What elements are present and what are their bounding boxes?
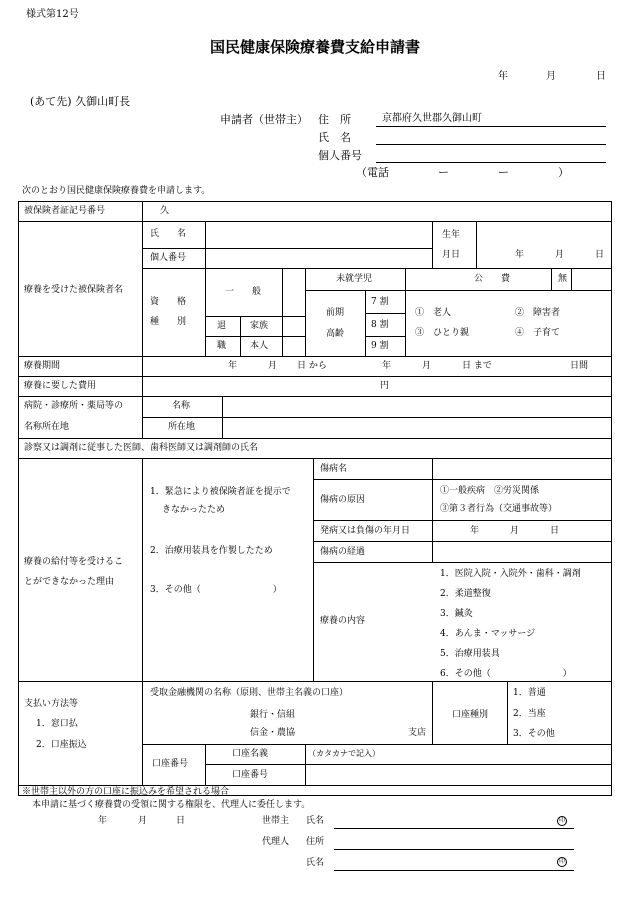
public-option-1[interactable]: ① 老人 xyxy=(415,308,452,318)
content-item[interactable]: 6．その他（ ） xyxy=(440,669,572,679)
disease-cause-label: 傷病の原因 xyxy=(320,495,366,505)
head-name-field[interactable] xyxy=(334,828,574,829)
self-label[interactable]: 本人 xyxy=(250,341,269,351)
reason-label-2: とができなかった理由 xyxy=(24,577,115,587)
reason-1a[interactable]: 1．緊急により被保険者証を提示で xyxy=(150,487,291,497)
qualification-top: 資 格 xyxy=(150,297,187,307)
cost-label: 療養に要した費用 xyxy=(24,381,97,391)
cause-options-1[interactable]: ①一般疾病 ②労災関係 xyxy=(440,486,540,496)
birth-year: 年 xyxy=(515,250,525,260)
agent-address-label: 住所 xyxy=(306,837,325,847)
applicant-id-field[interactable] xyxy=(376,162,606,163)
hospital-address-label: 所在地 xyxy=(168,422,196,432)
payment-option-1[interactable]: 1．窓口払 xyxy=(36,719,78,729)
birth-day: 日 xyxy=(595,250,605,260)
cause-options-2[interactable]: ③第３者行為（交通事故等） xyxy=(440,504,558,514)
bank-type-2[interactable]: 信金・農協 xyxy=(250,728,296,738)
onset-month: 月 xyxy=(510,526,520,536)
account-type-2[interactable]: 2．当座 xyxy=(513,709,546,719)
date-year-label: 年 xyxy=(498,71,508,82)
disease-name-label: 傷病名 xyxy=(320,464,348,474)
card-number-value[interactable]: 久 xyxy=(160,206,170,216)
doctor-label: 診察又は調剤に従事した医師、歯科医師又は調剤師の氏名 xyxy=(24,443,259,453)
retired-1: 退 xyxy=(217,321,227,331)
insured-name-field-label: 氏 名 xyxy=(150,229,187,239)
agent-label: 代理人 xyxy=(262,837,290,847)
applicant-name-field[interactable] xyxy=(376,144,606,145)
bank-type-1[interactable]: 銀行・信組 xyxy=(250,710,296,720)
birth-label-bottom: 月日 xyxy=(442,250,461,260)
birth-label-top: 生年 xyxy=(442,230,461,240)
public-option-2[interactable]: ② 障害者 xyxy=(515,308,561,318)
form-title: 国民健康保険療養費支給申請書 xyxy=(209,38,420,56)
content-item[interactable]: 5．治療用装具 xyxy=(440,649,500,659)
addressee: (あて先) 久御山町長 xyxy=(30,95,131,108)
delegation-day: 日 xyxy=(176,816,186,826)
reason-1b: きなかったため xyxy=(162,505,226,515)
tel-dash-2: ー xyxy=(498,166,509,179)
account-number-group-label: 口座番号 xyxy=(152,759,189,769)
period-year-1: 年 xyxy=(228,361,238,371)
period-month-2: 月 xyxy=(422,361,432,371)
tel-open: （電話 xyxy=(356,166,389,179)
seal-mark: 印 xyxy=(558,858,565,865)
elderly-1: 前期 xyxy=(326,308,345,318)
reason-3[interactable]: 3．その他（ ） xyxy=(150,585,282,595)
applicant-name-label: 氏 名 xyxy=(318,131,351,144)
preschool-label[interactable]: 未就学児 xyxy=(336,274,373,284)
delegation-year: 年 xyxy=(98,816,108,826)
period-month-1: 月 xyxy=(268,361,278,371)
ratio-9[interactable]: 9 割 xyxy=(371,341,389,351)
account-holder-label: 口座名義 xyxy=(232,749,269,759)
seal-mark: 印 xyxy=(558,817,565,824)
intro-text: 次のとおり国民健康保険療養費を申請します。 xyxy=(22,186,211,196)
account-number-label: 口座番号 xyxy=(232,770,269,780)
course-label: 傷病の経過 xyxy=(320,547,366,557)
period-year-2: 年 xyxy=(382,361,392,371)
tel-dash-1: ー xyxy=(438,166,449,179)
agent-name-label: 氏名 xyxy=(306,858,325,868)
reason-2[interactable]: 2．治療用装具を作製したため xyxy=(150,546,273,556)
period-day-1: 日 から xyxy=(297,361,327,371)
onset-year: 年 xyxy=(470,526,480,536)
account-type-1[interactable]: 1．普通 xyxy=(513,688,546,698)
account-type-3[interactable]: 3．その他 xyxy=(513,729,555,739)
content-item[interactable]: 3．鍼灸 xyxy=(440,609,473,619)
public-expense-label: 公 費 xyxy=(474,274,511,284)
onset-label: 発病又は負傷の年月日 xyxy=(320,526,411,536)
applicant-id-label: 個人番号 xyxy=(318,149,362,162)
ratio-7[interactable]: 7 割 xyxy=(371,297,389,307)
content-item[interactable]: 4．あんま・マッサージ xyxy=(440,629,536,639)
general-label[interactable]: 一 般 xyxy=(225,287,262,297)
delegation-note-2: 本申請に基づく療養費の受領に関する権限を、代理人に委任します。 xyxy=(32,800,311,810)
applicant-address-value[interactable]: 京都府久世郡久御山町 xyxy=(382,113,482,124)
period-label: 療養期間 xyxy=(24,361,61,371)
public-option-4[interactable]: ④ 子育て xyxy=(515,328,561,338)
delegation-note-1: ※世帯主以外の方の口座に振込みを希望される場合 xyxy=(22,787,230,797)
reason-label-1: 療養の給付等を受けるこ xyxy=(24,557,124,567)
payment-option-2[interactable]: 2．口座振込 xyxy=(36,740,87,750)
onset-day: 日 xyxy=(550,526,560,536)
none-label[interactable]: 無 xyxy=(558,274,568,284)
kana-note: （カタカナで記入） xyxy=(308,749,380,758)
applicant-label: 申請者（世帯主） xyxy=(220,113,308,126)
period-day-2: 日 まで xyxy=(462,361,492,371)
hospital-label-1: 病院・診療所・薬局等の xyxy=(24,401,124,411)
tel-close: ） xyxy=(558,166,569,179)
agent-name-field[interactable] xyxy=(334,870,574,871)
family-label[interactable]: 家族 xyxy=(250,321,269,331)
applicant-address-label: 住 所 xyxy=(318,113,351,126)
public-option-3[interactable]: ③ ひとり親 xyxy=(415,328,470,338)
elderly-2: 高齢 xyxy=(326,329,345,339)
birth-month: 月 xyxy=(555,250,565,260)
insured-name-label: 療養を受けた被保険者名 xyxy=(24,285,124,295)
account-type-label: 口座種別 xyxy=(452,710,489,720)
card-number-label: 被保険者証記号番号 xyxy=(24,206,106,216)
content-item[interactable]: 1．医院入院・入院外・歯科・調剤 xyxy=(440,569,581,579)
period-days: 日間 xyxy=(570,361,589,371)
payment-label: 支払い方法等 xyxy=(24,699,79,709)
hospital-label-2: 名称所在地 xyxy=(24,422,70,432)
insured-id-field-label: 個人番号 xyxy=(150,253,187,263)
delegation-month: 月 xyxy=(138,816,148,826)
qualification-bottom: 種 別 xyxy=(150,317,187,327)
bank-label: 受取金融機関の名称（原則、世帯主名義の口座） xyxy=(150,688,349,698)
date-month-label: 月 xyxy=(546,71,556,82)
head-name-label: 氏名 xyxy=(306,816,325,826)
address-underline xyxy=(376,126,606,127)
hospital-name-label: 名称 xyxy=(172,401,191,411)
date-day-label: 日 xyxy=(596,71,606,82)
content-item[interactable]: 2．柔道整復 xyxy=(440,589,491,599)
branch-label: 支店 xyxy=(408,728,427,738)
head-label: 世帯主 xyxy=(262,816,290,826)
agent-address-field[interactable] xyxy=(334,849,574,850)
retired-2: 職 xyxy=(217,341,227,351)
form-number: 様式第12号 xyxy=(26,9,79,20)
content-label: 療養の内容 xyxy=(320,616,366,626)
cost-unit: 円 xyxy=(380,381,390,391)
ratio-8[interactable]: 8 割 xyxy=(371,320,389,330)
